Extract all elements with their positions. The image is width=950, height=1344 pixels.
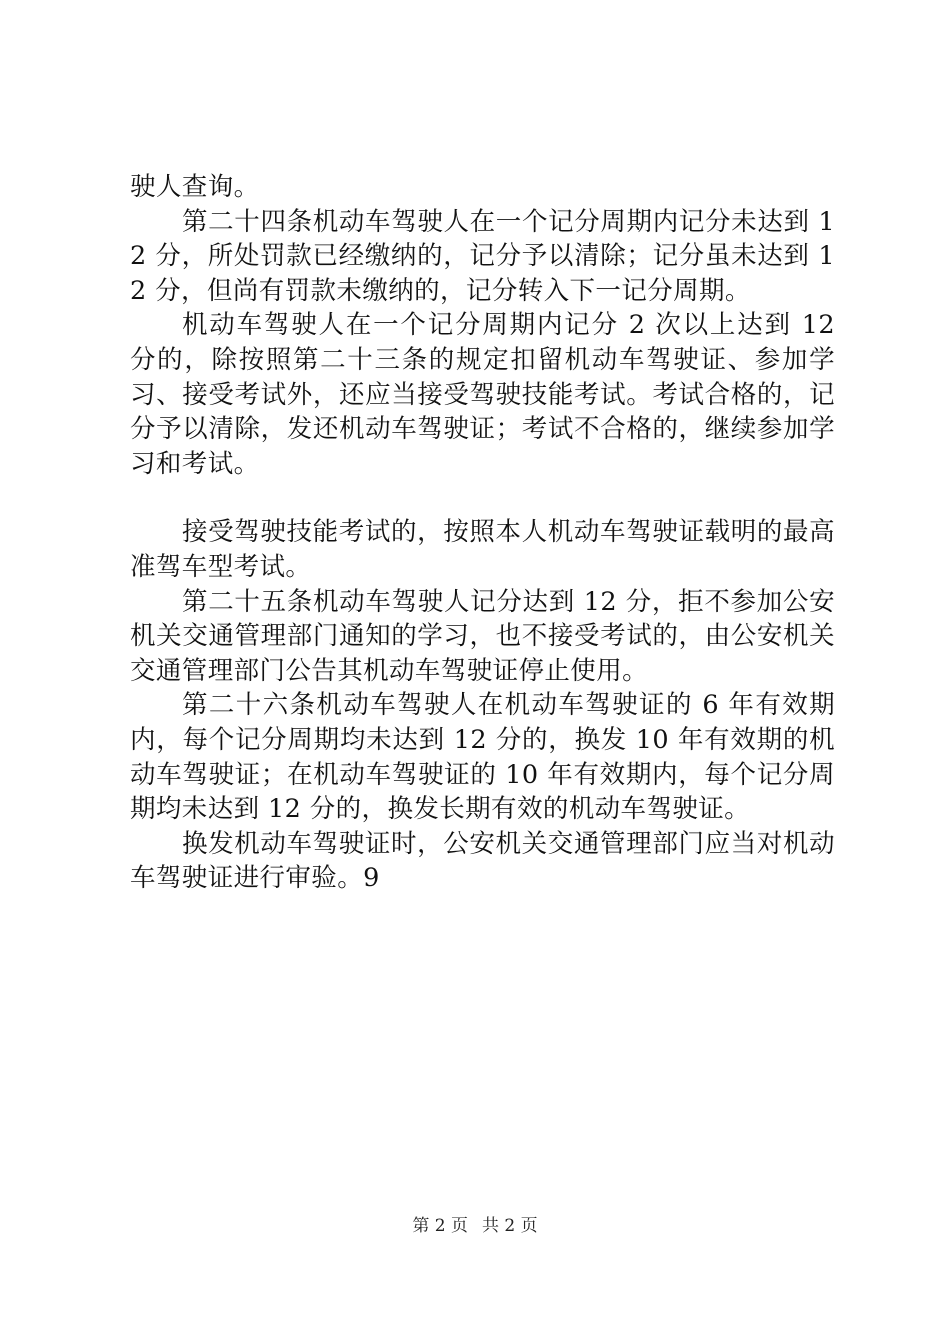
paragraph-article-26: 第二十六条机动车驾驶人在机动车驾驶证的 6 年有效期内，每个记分周期均未达到 12 分的，换发 10 年有效期的机动车驾驶证；在机动车驾驶证的 10 年有效期内，每个记分周期均未达到 12 分的，换发长期有效的机动车驾驶证。	[130, 690, 835, 825]
paragraph-renewal-review: 换发机动车驾驶证时，公安机关交通管理部门应当对机动车驾驶证进行审验。9	[130, 828, 835, 894]
paragraph-continuation: 驶人查询。	[130, 172, 260, 202]
page-footer	[0, 1215, 950, 1237]
page-total: 共 2 页	[482, 1216, 538, 1236]
page-number: 第 2 页	[412, 1216, 468, 1236]
document-body	[130, 170, 835, 896]
paragraph-article-25: 第二十五条机动车驾驶人记分达到 12 分，拒不参加公安机关交通管理部门通知的学习，也不接受考试的，由公安机关交通管理部门公告其机动车驾驶证停止使用。	[130, 586, 835, 686]
paragraph-article-24: 第二十四条机动车驾驶人在一个记分周期内记分未达到 12 分，所处罚款已经缴纳的，记分予以清除；记分虽未达到 12 分，但尚有罚款未缴纳的，记分转入下一记分周期。	[130, 206, 835, 306]
paragraph-skill-test: 接受驾驶技能考试的，按照本人机动车驾驶证载明的最高准驾车型考试。	[130, 517, 835, 582]
paragraph-article-24-repeat: 机动车驾驶人在一个记分周期内记分 2 次以上达到 12 分的，除按照第二十三条的规定扣留机动车驾驶证、参加学习、接受考试外，还应当接受驾驶技能考试。考试合格的，记分予以清除，发还机动车驾驶证；考试不合格的，继续参加学习和考试。	[130, 310, 835, 479]
